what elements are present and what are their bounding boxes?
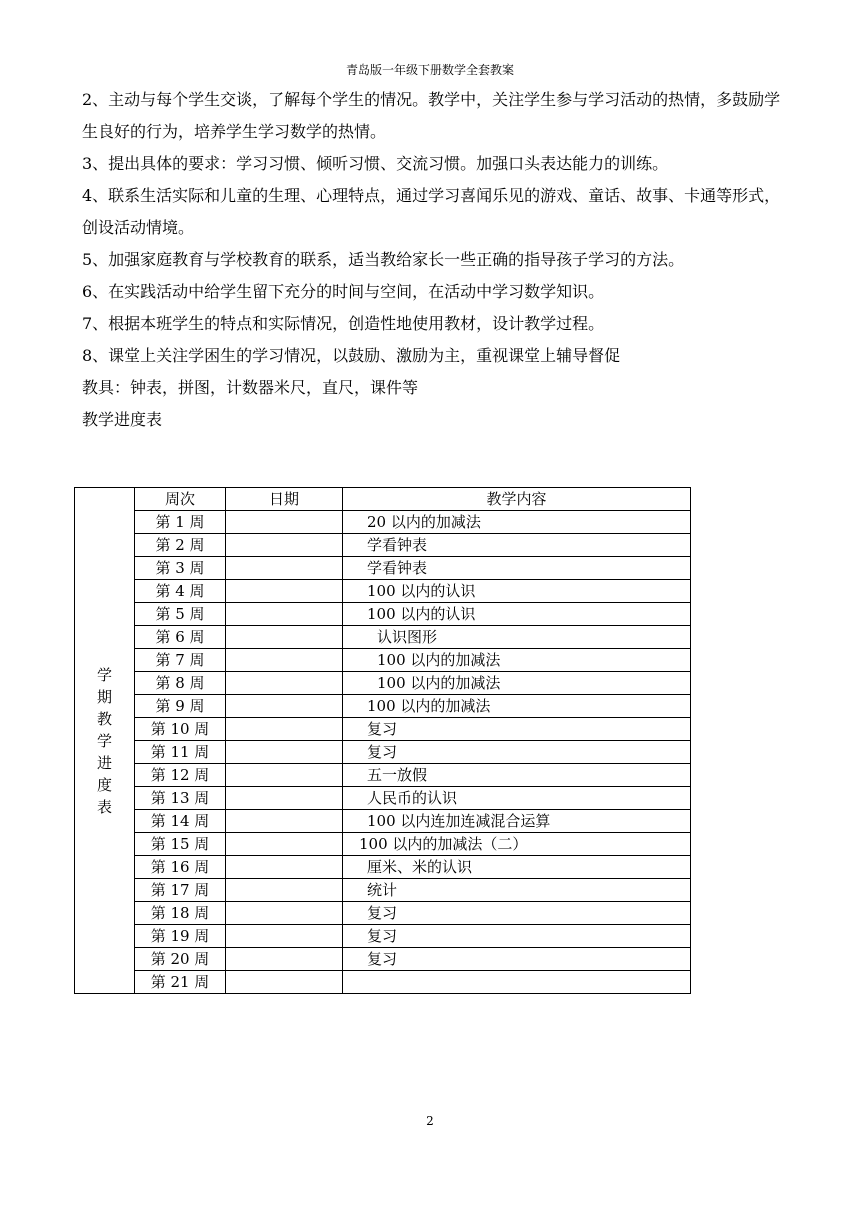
- date-cell: [226, 833, 343, 856]
- content-cell: 厘米、米的认识: [343, 856, 691, 879]
- paragraph-item-8: 8、课堂上关注学困生的学习情况，以鼓励、激励为主，重视课堂上辅导督促: [82, 346, 621, 365]
- content-cell: 复习: [343, 718, 691, 741]
- body-text: [82, 84, 782, 436]
- side-label-char: 教: [96, 709, 112, 728]
- content-cell: 100 以内连加连减混合运算: [343, 810, 691, 833]
- date-cell: [226, 856, 343, 879]
- table-row: [75, 672, 691, 695]
- schedule-table: [74, 487, 691, 994]
- table-header-row: [75, 488, 691, 511]
- running-header: 青岛版一年级下册数学全套教案: [345, 63, 514, 77]
- table-row: [75, 649, 691, 672]
- week-cell: 第 16 周: [135, 856, 226, 879]
- date-cell: [226, 649, 343, 672]
- content-cell: 100 以内的加减法: [343, 672, 691, 695]
- week-cell: 第 17 周: [135, 879, 226, 902]
- schedule-heading: 教学进度表: [82, 410, 163, 429]
- table-row: [75, 856, 691, 879]
- content-cell: 统计: [343, 879, 691, 902]
- week-cell: 第 12 周: [135, 764, 226, 787]
- date-cell: [226, 534, 343, 557]
- table-row: [75, 948, 691, 971]
- table-row: [75, 764, 691, 787]
- week-cell: 第 8 周: [135, 672, 226, 695]
- content-cell: 学看钟表: [343, 557, 691, 580]
- date-cell: [226, 879, 343, 902]
- table-row: [75, 580, 691, 603]
- table-row: [75, 902, 691, 925]
- week-cell: 第 19 周: [135, 925, 226, 948]
- week-cell: 第 3 周: [135, 557, 226, 580]
- column-header-content: 教学内容: [343, 488, 691, 511]
- week-cell: 第 20 周: [135, 948, 226, 971]
- column-header-date: 日期: [226, 488, 343, 511]
- table-row: [75, 626, 691, 649]
- date-cell: [226, 925, 343, 948]
- page-number: 2: [426, 1114, 434, 1128]
- content-cell: 复习: [343, 925, 691, 948]
- table-row: [75, 925, 691, 948]
- table-row: [75, 718, 691, 741]
- table-row: [75, 511, 691, 534]
- table-row: [75, 810, 691, 833]
- column-header-week: 周次: [135, 488, 226, 511]
- table-row: [75, 833, 691, 856]
- content-cell: 100 以内的加减法: [343, 695, 691, 718]
- date-cell: [226, 948, 343, 971]
- content-cell: 复习: [343, 902, 691, 925]
- content-cell: 100 以内的加减法（二）: [343, 833, 691, 856]
- week-cell: 第 14 周: [135, 810, 226, 833]
- week-cell: 第 9 周: [135, 695, 226, 718]
- week-cell: 第 7 周: [135, 649, 226, 672]
- date-cell: [226, 971, 343, 994]
- table-row: [75, 741, 691, 764]
- date-cell: [226, 787, 343, 810]
- content-cell: [343, 971, 691, 994]
- content-cell: 复习: [343, 741, 691, 764]
- table-row: [75, 787, 691, 810]
- content-cell: 学看钟表: [343, 534, 691, 557]
- table-row: [75, 971, 691, 994]
- date-cell: [226, 764, 343, 787]
- table-row: [75, 557, 691, 580]
- paragraph-item-7: 7、根据本班学生的特点和实际情况，创造性地使用教材，设计教学过程。: [82, 314, 605, 333]
- content-cell: 人民币的认识: [343, 787, 691, 810]
- date-cell: [226, 557, 343, 580]
- date-cell: [226, 580, 343, 603]
- side-label-char: 表: [96, 797, 112, 816]
- side-label-char: 进: [96, 753, 112, 772]
- content-cell: 认识图形: [343, 626, 691, 649]
- content-cell: 100 以内的加减法: [343, 649, 691, 672]
- date-cell: [226, 741, 343, 764]
- week-cell: 第 13 周: [135, 787, 226, 810]
- paragraph-item-3: 3、提出具体的要求：学习习惯、倾听习惯、交流习惯。加强口头表达能力的训练。: [82, 154, 669, 173]
- week-cell: 第 2 周: [135, 534, 226, 557]
- paragraph-item-4: 4、联系生活实际和儿童的生理、心理特点，通过学习喜闻乐见的游戏、童话、故事、卡通等形式，创设活动情境。: [82, 186, 781, 237]
- table-row: [75, 603, 691, 626]
- table-row: [75, 695, 691, 718]
- paragraph-item-6: 6、在实践活动中给学生留下充分的时间与空间，在活动中学习数学知识。: [82, 282, 605, 301]
- paragraph-item-5: 5、加强家庭教育与学校教育的联系，适当教给家长一些正确的指导孩子学习的方法。: [82, 250, 685, 269]
- week-cell: 第 5 周: [135, 603, 226, 626]
- content-cell: 20 以内的加减法: [343, 511, 691, 534]
- week-cell: 第 18 周: [135, 902, 226, 925]
- date-cell: [226, 511, 343, 534]
- content-cell: 100 以内的认识: [343, 580, 691, 603]
- table-row: [75, 879, 691, 902]
- side-label-cell: [75, 488, 135, 994]
- side-label-char: 学: [96, 665, 112, 684]
- week-cell: 第 10 周: [135, 718, 226, 741]
- date-cell: [226, 810, 343, 833]
- table-row: [75, 534, 691, 557]
- content-cell: 五一放假: [343, 764, 691, 787]
- week-cell: 第 11 周: [135, 741, 226, 764]
- week-cell: 第 15 周: [135, 833, 226, 856]
- schedule-table-body: [75, 488, 691, 994]
- date-cell: [226, 718, 343, 741]
- teaching-tools-line: 教具：钟表，拼图，计数器米尺，直尺，课件等: [82, 378, 419, 397]
- side-label-char: 学: [96, 731, 112, 750]
- week-cell: 第 6 周: [135, 626, 226, 649]
- content-cell: 复习: [343, 948, 691, 971]
- side-label-char: 度: [96, 775, 112, 794]
- paragraph-item-2: 2、主动与每个学生交谈，了解每个学生的情况。教学中，关注学生参与学习活动的热情，多鼓励学生良好的行为，培养学生学习数学的热情。: [82, 90, 781, 141]
- side-label-char: 期: [96, 687, 112, 706]
- week-cell: 第 21 周: [135, 971, 226, 994]
- date-cell: [226, 626, 343, 649]
- date-cell: [226, 603, 343, 626]
- week-cell: 第 1 周: [135, 511, 226, 534]
- week-cell: 第 4 周: [135, 580, 226, 603]
- content-cell: 100 以内的认识: [343, 603, 691, 626]
- date-cell: [226, 902, 343, 925]
- date-cell: [226, 672, 343, 695]
- date-cell: [226, 695, 343, 718]
